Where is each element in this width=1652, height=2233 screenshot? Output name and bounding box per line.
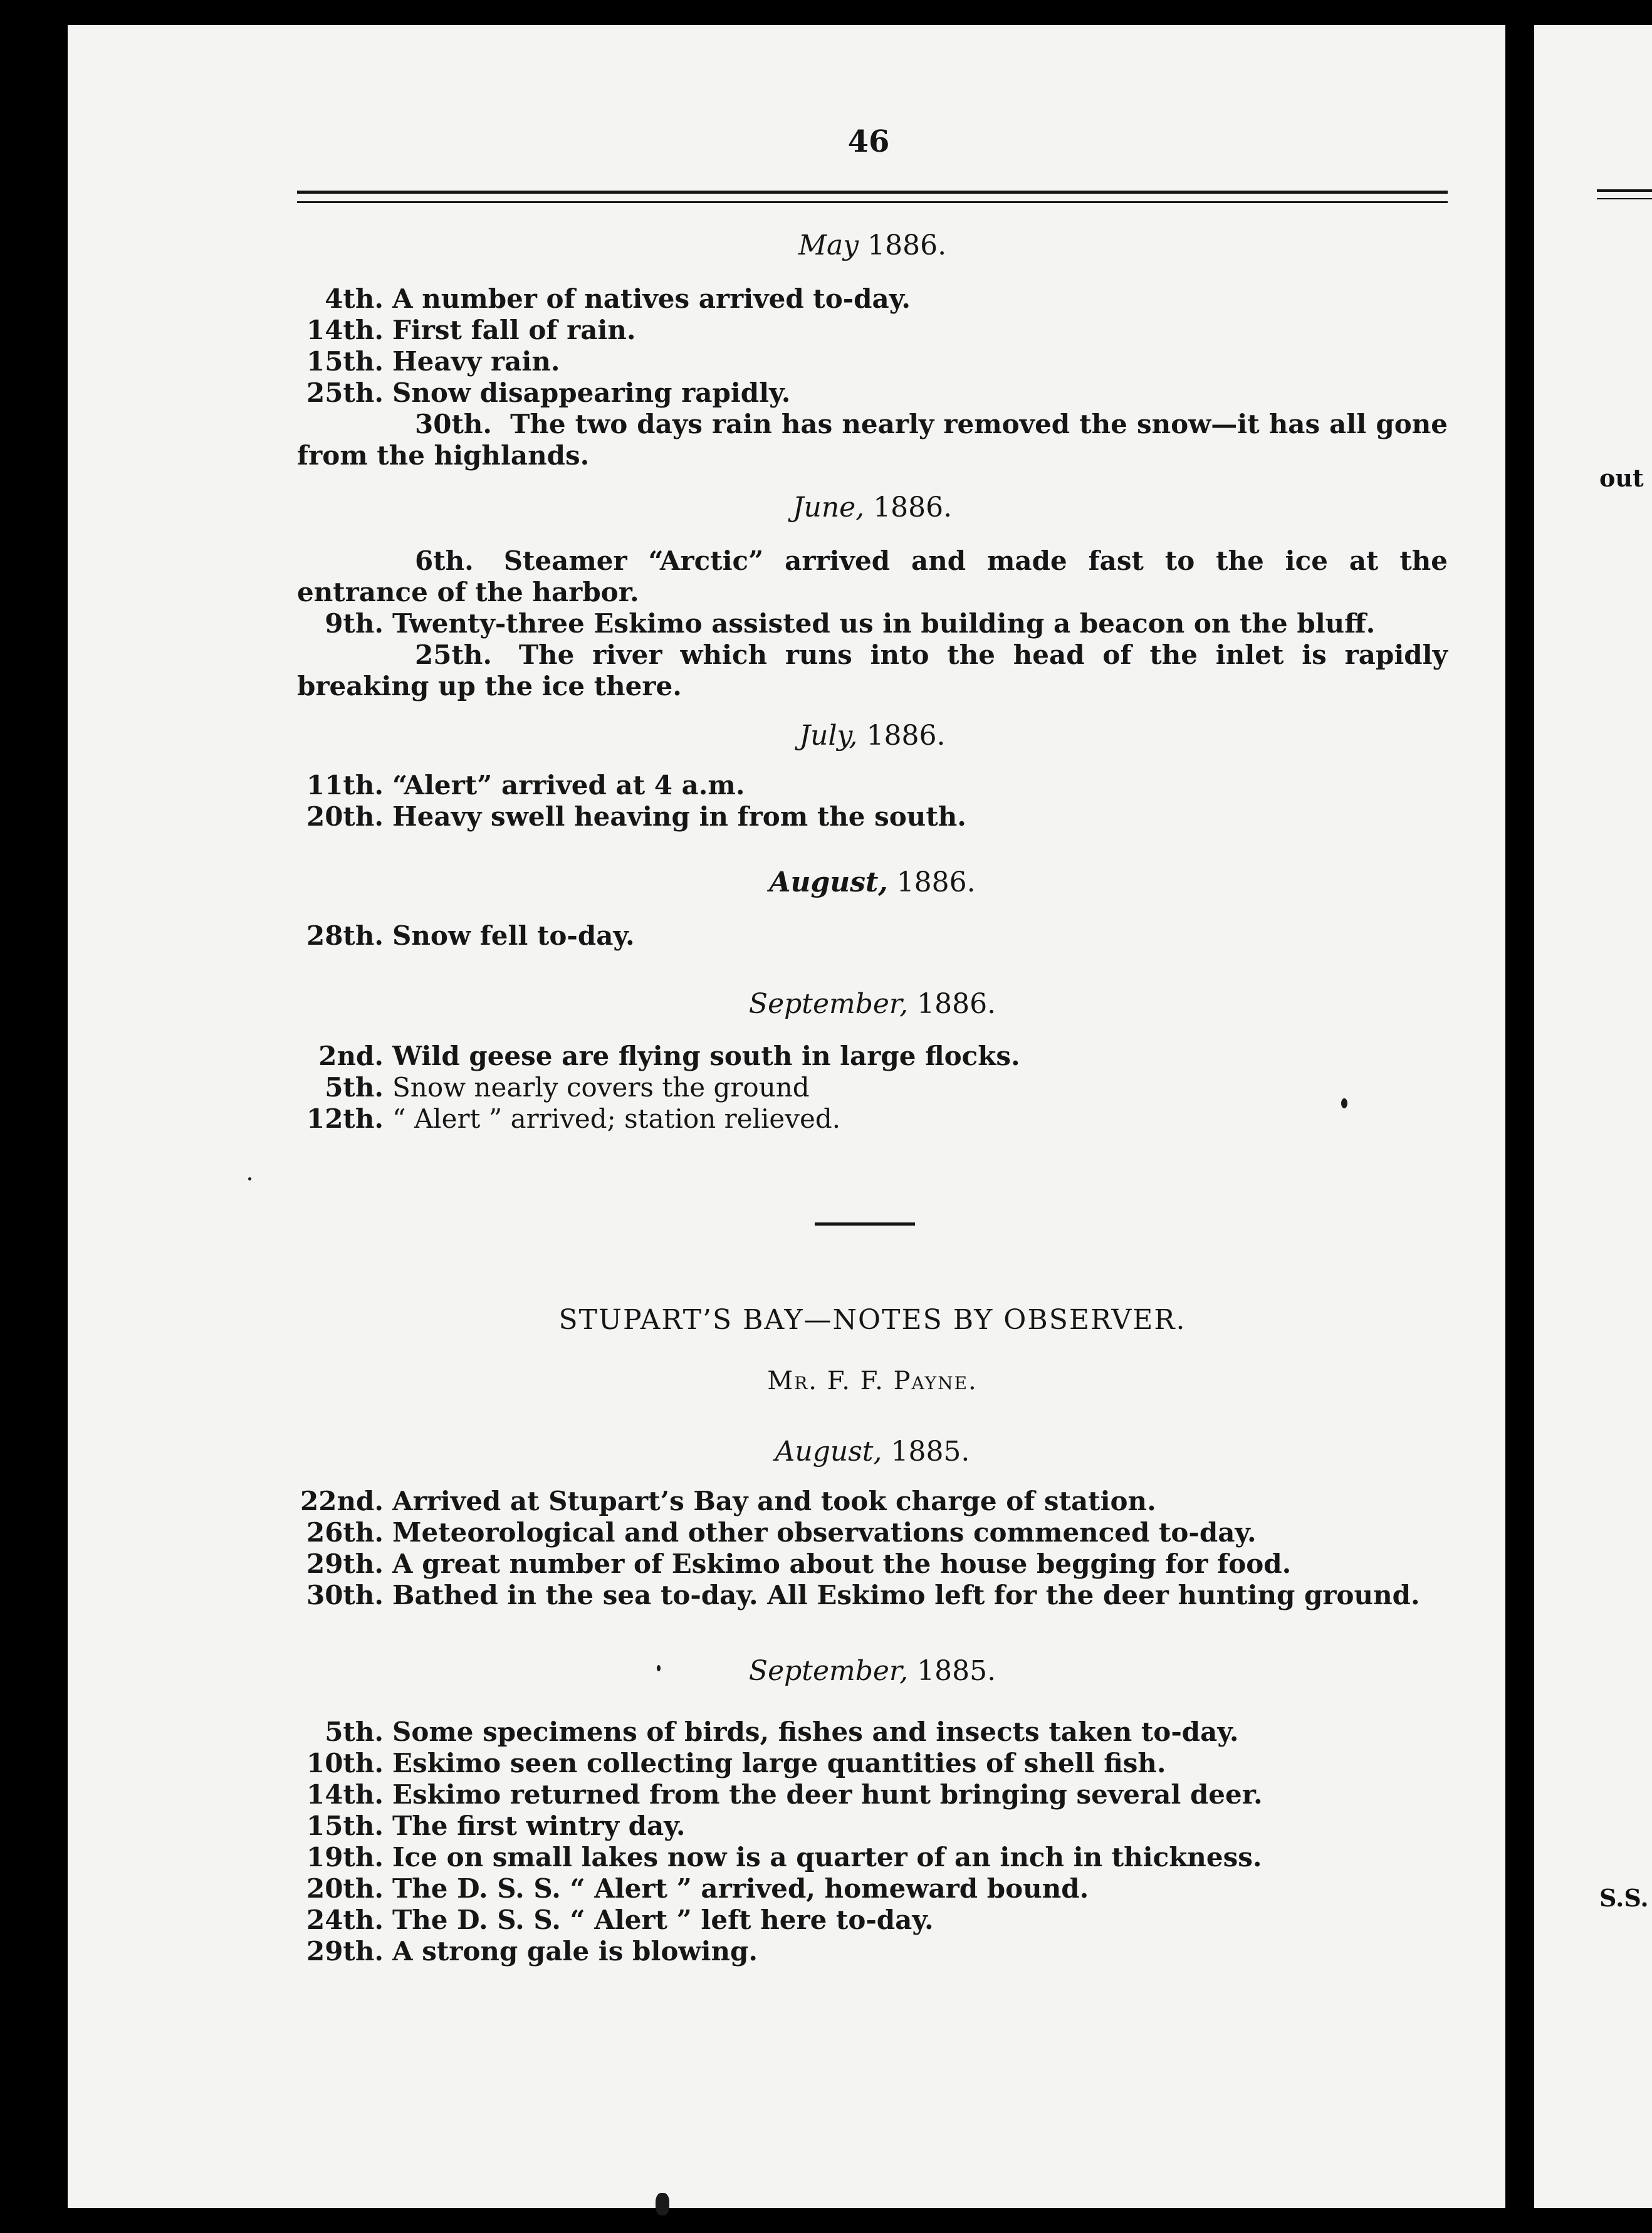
entry-text: A great number of Eskimo about the house begging for food.: [392, 1548, 1292, 1579]
scan-speck: [656, 2193, 669, 2215]
log-entry: [297, 1873, 1448, 1905]
log-entry: [297, 409, 1448, 471]
entry-text: A strong gale is blowing.: [392, 1936, 758, 1967]
scan-speck: [1341, 1098, 1347, 1108]
entry-day: 9th.: [325, 608, 384, 639]
entry-day: 14th.: [306, 315, 384, 345]
month-heading: [297, 1655, 1448, 1687]
adjacent-page-fragment: S.S.: [1599, 1884, 1649, 1912]
entry-day: 29th.: [306, 1936, 384, 1967]
entry-text: Some specimens of birds, fishes and insects taken to-day.: [392, 1716, 1239, 1747]
section-divider: [815, 1222, 915, 1226]
month-heading: [297, 866, 1448, 898]
log-entry: [297, 1072, 1448, 1103]
entry-text: The D. S. S. “ Alert ” arrived, homeward bound.: [392, 1873, 1089, 1904]
entry-day: 30th.: [306, 1580, 384, 1610]
entry-day: 30th.: [415, 409, 493, 439]
entry-day: 6th.: [415, 545, 474, 576]
entry-text: The river which runs into the head of the inlet is rapidly breaking up the ice there.: [297, 639, 1448, 701]
entry-day: 20th.: [306, 1873, 384, 1904]
log-entry: [297, 801, 1448, 833]
entry-list: [297, 545, 1448, 702]
entry-day: 10th.: [306, 1748, 384, 1779]
entry-day: 14th.: [306, 1779, 384, 1810]
entry-list: [297, 283, 1448, 471]
entry-text: Steamer “Arctic” arrived and made fast to the ice at the entrance of the harbor.: [297, 545, 1448, 607]
log-entry: [297, 1041, 1448, 1072]
entry-day: 22nd.: [300, 1486, 384, 1516]
adjacent-page-rule: [1597, 189, 1652, 199]
entry-text: First fall of rain.: [392, 315, 636, 345]
entry-list: [297, 920, 1448, 952]
log-entry: [297, 1810, 1448, 1842]
month-name: August,: [775, 1436, 882, 1468]
entry-day: 28th.: [306, 920, 384, 951]
entry-text: A number of natives arrived to-day.: [392, 283, 911, 314]
scan-speck: [248, 1177, 251, 1180]
log-entry: [297, 608, 1448, 639]
entry-text: Wild geese are flying south in large flocks.: [392, 1041, 1020, 1071]
log-entry: [297, 315, 1448, 346]
entry-day: 5th.: [325, 1716, 384, 1747]
month-heading: [297, 988, 1448, 1020]
entry-day: 24th.: [306, 1905, 384, 1935]
entry-text: “Alert” arrived at 4 a.m.: [392, 770, 745, 801]
entry-day: 15th.: [306, 1810, 384, 1841]
entry-text: Heavy swell heaving in from the south.: [392, 801, 966, 832]
log-entry: [297, 1716, 1448, 1748]
entry-text: Bathed in the sea to-day. All Eskimo left for the deer hunting ground.: [392, 1580, 1420, 1610]
entry-text: Snow nearly covers the ground: [392, 1072, 810, 1103]
log-entry: [297, 1486, 1448, 1517]
log-entry: [297, 545, 1448, 608]
entry-text: Twenty-three Eskimo assisted us in building a beacon on the bluff.: [392, 608, 1376, 639]
entry-day: 12th.: [306, 1103, 384, 1134]
month-heading: [297, 229, 1448, 261]
month-year: 1886.: [917, 988, 996, 1020]
entry-text: Arrived at Stupart’s Bay and took charge of station.: [392, 1486, 1156, 1516]
month-name: May: [798, 229, 859, 261]
log-entry: [297, 1842, 1448, 1873]
log-entry: [297, 1517, 1448, 1548]
month-year: 1886.: [867, 229, 947, 261]
entry-text: Snow disappearing rapidly.: [392, 377, 791, 408]
entry-day: 5th.: [325, 1072, 384, 1103]
entry-day: 26th.: [306, 1517, 384, 1548]
observer-name: Mr. F. F. Payne.: [767, 1367, 978, 1395]
log-entry: [297, 1936, 1448, 1967]
month-heading: [297, 720, 1448, 752]
entry-day: 2nd.: [318, 1041, 384, 1071]
month-heading: [297, 1436, 1448, 1468]
log-entry: [297, 1779, 1448, 1810]
entry-list: [297, 1041, 1448, 1135]
entry-day: 19th.: [306, 1842, 384, 1873]
entry-text: The two days rain has nearly removed the snow—it has all gone from the highlands.: [297, 409, 1448, 471]
entry-text: Ice on small lakes now is a quarter of an inch in thickness.: [392, 1842, 1262, 1873]
entry-day: 11th.: [306, 770, 384, 801]
month-name: August,: [769, 866, 888, 898]
entry-day: 20th.: [306, 801, 384, 832]
entry-text: Heavy rain.: [392, 346, 560, 377]
entry-list: [297, 770, 1448, 833]
month-name: June,: [792, 491, 865, 523]
entry-text: The D. S. S. “ Alert ” left here to-day.: [392, 1905, 934, 1935]
entry-text: “ Alert ” arrived; station relieved.: [392, 1103, 841, 1134]
month-name: September,: [748, 1655, 909, 1687]
log-entry: [297, 283, 1448, 315]
log-entry: [297, 1748, 1448, 1779]
log-entry: [297, 1103, 1448, 1135]
entry-day: 29th.: [306, 1548, 384, 1579]
entry-day: 4th.: [325, 283, 384, 314]
log-entry: [297, 1548, 1448, 1580]
entry-text: Meteorological and other observations commenced to-day.: [392, 1517, 1257, 1548]
entry-day: 15th.: [306, 346, 384, 377]
log-entry: [297, 346, 1448, 377]
log-entry: [297, 1580, 1448, 1611]
entry-text: Snow fell to-day.: [392, 920, 635, 951]
entry-day: 25th.: [415, 639, 493, 670]
month-name: July,: [799, 720, 858, 752]
scan-speck: [657, 1665, 661, 1671]
entry-text: The first wintry day.: [392, 1810, 686, 1841]
month-name: September,: [748, 988, 909, 1020]
entry-list: [297, 1716, 1448, 1967]
page-number: 46: [847, 124, 890, 159]
log-entry: [297, 920, 1448, 952]
adjacent-page-fragment: out: [1599, 464, 1644, 492]
month-year: 1885.: [891, 1436, 970, 1468]
month-year: 1886.: [896, 866, 976, 898]
adjacent-page-strip: [1534, 25, 1652, 2208]
log-entry: [297, 377, 1448, 409]
month-year: 1886.: [866, 720, 946, 752]
entry-day: 25th.: [306, 377, 384, 408]
log-entry: [297, 770, 1448, 801]
entry-list: [297, 1486, 1448, 1611]
log-entry: [297, 639, 1448, 702]
notes-heading: STUPART’S BAY—NOTES BY OBSERVER.: [558, 1304, 1186, 1336]
entry-text: Eskimo returned from the deer hunt bringing several deer.: [392, 1779, 1263, 1810]
header-double-rule: [297, 191, 1448, 203]
month-year: 1886.: [873, 491, 953, 523]
entry-text: Eskimo seen collecting large quantities of shell fish.: [392, 1748, 1166, 1779]
month-year: 1885.: [917, 1655, 996, 1687]
month-heading: [297, 491, 1448, 523]
log-entry: [297, 1905, 1448, 1936]
